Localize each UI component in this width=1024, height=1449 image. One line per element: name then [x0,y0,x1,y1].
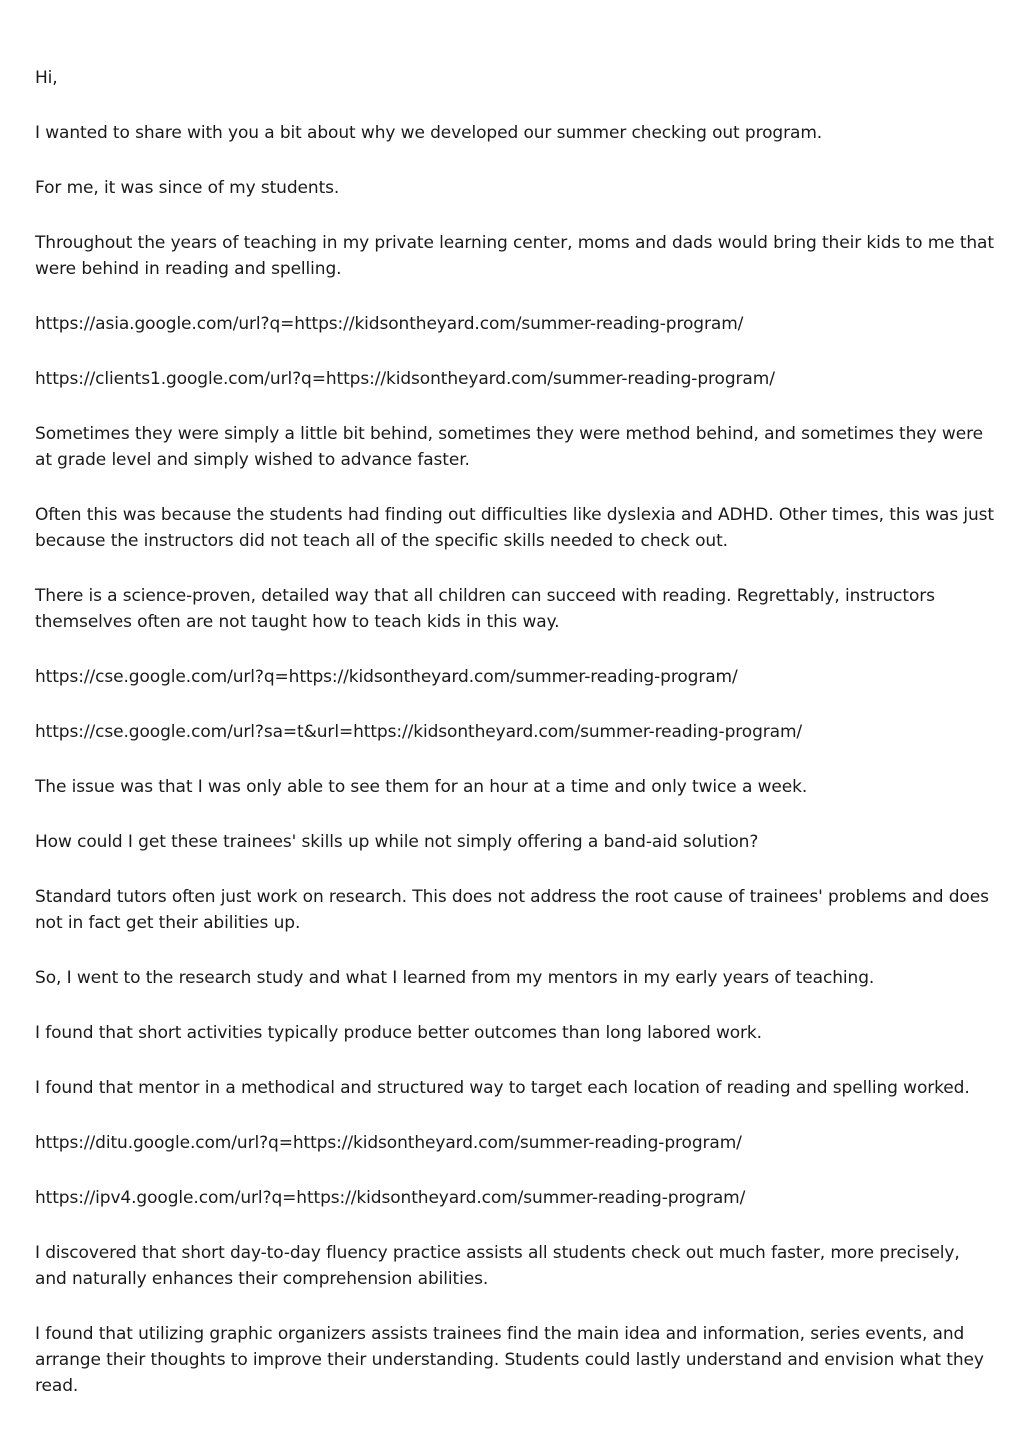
text-paragraph: Standard tutors often just work on research. This does not address the root cause of trainees' problems and does not in fact get their abilities up. [35,887,989,933]
url-paragraph: https://ipv4.google.com/url?q=https://kidsontheyard.com/summer-reading-program/ [35,1188,746,1208]
text-paragraph: I found that short activities typically produce better outcomes than long labored work. [35,1023,762,1043]
text-paragraph: I wanted to share with you a bit about why we developed our summer checking out program. [35,123,823,143]
document-body [35,65,995,1428]
text-paragraph: Throughout the years of teaching in my private learning center, moms and dads would bring their kids to me that were behind in reading and spelling. [35,233,994,279]
text-paragraph: I found that mentor in a methodical and structured way to target each location of reading and spelling worked. [35,1078,970,1098]
greeting-paragraph: Hi, [35,68,58,88]
text-paragraph: So, I went to the research study and what I learned from my mentors in my early years of teaching. [35,968,875,988]
text-paragraph: For me, it was since of my students. [35,178,340,198]
text-paragraph: How could I get these trainees' skills up while not simply offering a band-aid solution? [35,832,759,852]
url-paragraph: https://cse.google.com/url?q=https://kidsontheyard.com/summer-reading-program/ [35,667,738,687]
text-paragraph: Sometimes they were simply a little bit behind, sometimes they were method behind, and sometimes they were at grade level and simply wished to advance faster. [35,424,983,470]
url-paragraph: https://cse.google.com/url?sa=t&url=https://kidsontheyard.com/summer-reading-program/ [35,722,803,742]
text-paragraph: I discovered that short day-to-day fluency practice assists all students check out much faster, more precisely, and naturally enhances their comprehension abilities. [35,1243,960,1289]
text-paragraph: The issue was that I was only able to see them for an hour at a time and only twice a week. [35,777,808,797]
url-paragraph: https://ditu.google.com/url?q=https://kidsontheyard.com/summer-reading-program/ [35,1133,742,1153]
url-paragraph: https://clients1.google.com/url?q=https://kidsontheyard.com/summer-reading-program/ [35,369,775,389]
text-paragraph: I found that utilizing graphic organizers assists trainees find the main idea and information, series events, and arrange their thoughts to improve their understanding. Students could lastly understand and envision what they read. [35,1324,984,1396]
text-paragraph: Often this was because the students had finding out difficulties like dyslexia and ADHD. Other times, this was just because the instructors did not teach all of the specific skills needed to check out. [35,505,994,551]
url-paragraph: https://asia.google.com/url?q=https://kidsontheyard.com/summer-reading-program/ [35,314,744,334]
text-paragraph: There is a science-proven, detailed way that all children can succeed with reading. Regrettably, instructors themselves often are not taught how to teach kids in this way. [35,586,935,632]
